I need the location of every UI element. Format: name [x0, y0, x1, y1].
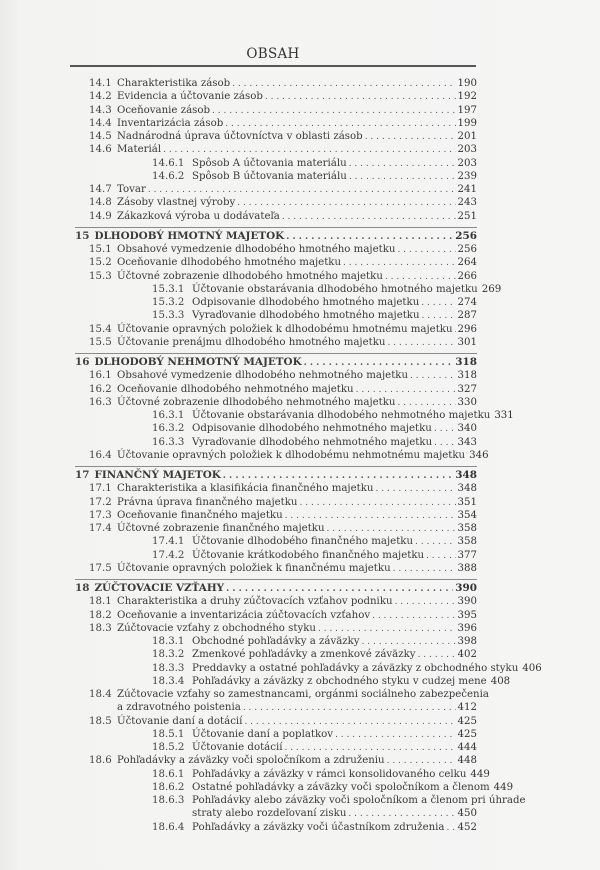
entry-title: Pohľadávky a záväzky v rámci konsolidovaného celku — [192, 768, 467, 780]
dot-leader — [335, 729, 455, 742]
entry-title: Vyraďovanie dlhodobého nehmotného majetku — [192, 436, 433, 448]
toc-entry[interactable] — [75, 449, 489, 462]
toc-chapter-entry[interactable] — [75, 356, 477, 369]
toc-entry[interactable] — [75, 509, 477, 522]
entry-number: 14.6.1 — [152, 157, 185, 169]
toc-entry[interactable] — [75, 688, 489, 701]
dot-leader — [365, 131, 456, 144]
toc-entry[interactable] — [75, 715, 477, 728]
entry-number: 14.4 — [89, 117, 112, 129]
toc-chapter-entry[interactable] — [75, 582, 477, 595]
toc-entry[interactable] — [75, 210, 477, 223]
page-number: 330 — [457, 396, 477, 408]
toc-entry[interactable] — [75, 243, 477, 256]
page-number: 318 — [457, 370, 477, 382]
page-number: 358 — [457, 536, 477, 548]
entry-number: 18.4 — [89, 689, 112, 700]
dot-leader — [393, 563, 456, 576]
entry-number: 17.4.2 — [152, 549, 185, 561]
toc-entry[interactable] — [75, 422, 477, 435]
dot-leader — [237, 197, 455, 210]
page-number: 354 — [457, 509, 477, 521]
toc-entry[interactable] — [75, 535, 477, 548]
table-of-contents — [75, 77, 542, 834]
entry-number: 16.3.2 — [152, 423, 185, 435]
page-number: 348 — [457, 483, 477, 495]
page-number: 449 — [470, 768, 490, 780]
entry-number: 18.1 — [89, 596, 112, 608]
dot-leader — [349, 158, 456, 171]
entry-title: Obsahové vymedzenie dlhodobého hmotného majetku — [117, 244, 396, 255]
entry-number: 18.5.2 — [152, 742, 185, 753]
dot-leader — [282, 211, 456, 224]
dot-leader — [348, 808, 455, 821]
entry-title: Pohľadávky a záväzky z obchodného styku v cudzej mene — [192, 675, 487, 687]
dot-leader — [434, 437, 455, 450]
toc-entry[interactable] — [75, 436, 477, 449]
dot-leader — [232, 78, 455, 91]
entry-title: Účtovanie obstarávania dlhodobého hmotného majetku — [192, 283, 478, 295]
dot-leader — [415, 536, 456, 549]
chapter-divider — [75, 466, 477, 467]
entry-title: Oceňovanie a inventarizácia zúčtovacích vzťahov — [117, 609, 371, 621]
toc-chapter-entry[interactable] — [75, 230, 477, 243]
entry-title: Pohľadávky a záväzky voči účastníkom združenia — [192, 821, 445, 833]
entry-number: 18.6.2 — [152, 781, 185, 793]
dot-leader — [397, 244, 455, 257]
entry-title: Účtovanie dlhodobého finančného majetku — [192, 536, 414, 548]
toc-entry[interactable] — [75, 183, 477, 196]
page-number: 396 — [457, 622, 477, 634]
entry-title: Spôsob B účtovania materiálu — [192, 170, 347, 182]
toc-entry[interactable] — [75, 635, 477, 648]
page-number: 287 — [457, 310, 477, 322]
entry-title: Oceňovanie finančného majetku — [117, 509, 283, 521]
toc-entry[interactable] — [75, 90, 477, 103]
page-number: 264 — [457, 257, 477, 269]
entry-number: 14.9 — [89, 210, 112, 222]
toc-entry[interactable] — [75, 609, 477, 622]
entry-title: Materiál — [117, 144, 162, 156]
page-number: 395 — [457, 609, 477, 621]
chapter-divider — [75, 227, 477, 228]
entry-number: 14.5 — [89, 131, 112, 142]
page-number: 190 — [457, 78, 477, 89]
toc-entry[interactable] — [75, 256, 477, 269]
page-number: 199 — [457, 117, 477, 129]
page-number: 412 — [457, 702, 477, 714]
entry-title: Účtovanie prenájmu dlhodobého hmotného majetku — [117, 336, 386, 348]
toc-entry[interactable] — [75, 323, 477, 336]
toc-entry[interactable] — [75, 728, 477, 741]
toc-entry[interactable] — [75, 562, 477, 575]
dot-leader — [284, 742, 455, 755]
toc-entry-continuation[interactable] — [75, 701, 477, 714]
dot-leader — [362, 636, 456, 649]
toc-entry[interactable] — [75, 196, 477, 209]
entry-title: Účtovanie daní a poplatkov — [192, 728, 334, 740]
toc-entry[interactable] — [75, 482, 477, 495]
page-title: OBSAH — [246, 46, 300, 62]
dot-leader — [244, 716, 455, 729]
entry-title: Účtovné zobrazenie dlhodobého hmotného majetku — [117, 270, 383, 282]
entry-title: Odpisovanie dlhodobého hmotného majetku — [192, 297, 420, 308]
dot-leader — [265, 91, 456, 104]
dot-leader — [385, 271, 456, 284]
page-number: 425 — [457, 715, 477, 727]
dot-leader — [395, 596, 456, 609]
entry-number: 18 — [75, 582, 90, 594]
toc-entry[interactable] — [75, 283, 502, 296]
entry-number: 17.2 — [89, 496, 112, 508]
entry-number: 17.4 — [89, 523, 112, 534]
page-number: 390 — [457, 596, 477, 608]
toc-entry[interactable] — [75, 130, 477, 143]
page-number: 398 — [457, 636, 477, 647]
page-number: 327 — [457, 383, 477, 395]
page-number: 358 — [457, 523, 477, 534]
toc-chapter-entry[interactable] — [75, 469, 477, 482]
entry-title: ZÚČTOVACIE VZŤAHY — [94, 582, 225, 594]
entry-title: Zúčtovacie vzťahy so zamestnancami, orgánmi sociálneho zabezpečenia — [117, 689, 489, 700]
page-number: 197 — [457, 104, 477, 116]
chapter-divider — [75, 353, 477, 354]
toc-entry[interactable] — [75, 675, 511, 688]
toc-entry[interactable] — [75, 622, 477, 635]
entry-title: Zákazková výroba u dodávateľa — [117, 210, 280, 222]
entry-title: DLHODOBÝ HMOTNÝ MAJETOK — [94, 229, 285, 242]
entry-number: 18.5.1 — [152, 728, 185, 740]
entry-title: Pohľadávky alebo záväzky voči spoločníkom a členom pri úhrade — [192, 795, 526, 806]
toc-entry[interactable] — [75, 104, 477, 117]
entry-title: Zúčtovacie vzťahy z obchodného styku — [117, 622, 316, 634]
entry-number: 15.4 — [89, 323, 112, 335]
toc-entry[interactable] — [75, 794, 526, 807]
toc-entry[interactable] — [75, 396, 477, 409]
entry-title: Charakteristika a druhy zúčtovacích vzťahov podniku — [117, 596, 393, 608]
entry-title: Oceňovanie dlhodobého nehmotného majetku — [117, 383, 354, 395]
entry-title: Účtovanie opravných položiek k dlhodobému hmotnému majetku — [117, 323, 453, 335]
entry-number: 15.1 — [89, 244, 112, 255]
entry-number: 18.5 — [89, 715, 112, 727]
dot-leader — [318, 623, 456, 636]
entry-title: Preddavky a ostatné pohľadávky a záväzky z obchodného styku — [192, 662, 519, 674]
entry-title: Účtovanie krátkodobého finančného majetku — [192, 549, 425, 561]
dot-leader — [372, 610, 455, 623]
entry-number: 18.3.3 — [152, 662, 185, 674]
entry-number: 18.3.4 — [152, 675, 185, 687]
dot-leader — [285, 510, 456, 523]
page-number: 452 — [457, 821, 477, 833]
toc-entry[interactable] — [75, 77, 477, 90]
dot-leader — [387, 755, 456, 768]
page-number: 266 — [457, 270, 477, 282]
dot-leader — [434, 423, 456, 436]
toc-entry[interactable] — [75, 143, 477, 156]
entry-title-continuation: straty alebo rozdeľovaní zisku — [192, 808, 347, 820]
entry-title: Oceňovanie dlhodobého hmotného majetku — [117, 257, 342, 269]
page-number: 377 — [457, 549, 477, 561]
page-number: 340 — [457, 423, 477, 435]
entry-number: 17.4.1 — [152, 536, 185, 548]
entry-number: 14.2 — [89, 91, 112, 103]
toc-entry[interactable] — [75, 170, 477, 183]
dot-leader — [225, 118, 455, 131]
dot-leader — [148, 184, 456, 197]
dot-leader — [418, 649, 456, 662]
entry-title-continuation: a zdravotného poistenia — [117, 702, 241, 714]
dot-leader — [327, 523, 456, 536]
entry-number: 15.3.3 — [152, 310, 185, 322]
page-number: 203 — [457, 157, 477, 169]
page-number: 192 — [457, 91, 477, 103]
page-number: 256 — [455, 229, 477, 242]
page-number: 388 — [457, 562, 477, 574]
page-number: 203 — [457, 144, 477, 156]
dot-leader — [455, 324, 456, 337]
entry-number: 15.3.2 — [152, 297, 185, 308]
entry-number: 16.4 — [89, 449, 112, 461]
dot-leader — [343, 257, 456, 270]
page-number: 301 — [457, 336, 477, 348]
header-rule — [70, 65, 476, 67]
dot-leader — [300, 497, 456, 510]
entry-number: 18.6.4 — [152, 821, 185, 833]
entry-title: Nadnárodná úprava účtovníctva v oblasti zásob — [117, 131, 363, 142]
toc-entry[interactable] — [75, 296, 477, 309]
entry-title: Účtovné zobrazenie finančného majetku — [117, 523, 325, 534]
entry-number: 17.3 — [89, 509, 112, 521]
toc-entry-continuation[interactable] — [75, 807, 477, 820]
entry-number: 16.3.3 — [152, 436, 185, 448]
entry-number: 17.5 — [89, 562, 112, 574]
dot-leader — [447, 822, 456, 835]
page-number: 406 — [522, 662, 542, 674]
entry-title: Obchodné pohľadávky a záväzky — [192, 636, 360, 647]
toc-entry[interactable] — [75, 270, 477, 283]
page-number: 408 — [490, 675, 511, 687]
entry-title: Tovar — [117, 184, 146, 195]
entry-number: 16 — [75, 356, 90, 368]
entry-title: Účtovanie daní a dotácií — [117, 715, 243, 727]
entry-number: 15 — [75, 229, 90, 242]
entry-number: 18.6.1 — [152, 768, 185, 780]
page-number: 346 — [469, 449, 489, 461]
toc-entry[interactable] — [75, 768, 490, 781]
toc-entry[interactable] — [75, 781, 514, 794]
toc-entry[interactable] — [75, 157, 477, 170]
dot-leader — [356, 384, 456, 397]
entry-number: 14.3 — [89, 104, 112, 116]
entry-title: Charakteristika a klasifikácia finančného majetku — [117, 483, 374, 495]
entry-title: Účtovanie dotácií — [192, 742, 283, 753]
entry-title: DLHODOBÝ NEHMOTNÝ MAJETOK — [94, 356, 302, 368]
page-number: 256 — [457, 244, 477, 255]
entry-number: 15.2 — [89, 257, 112, 269]
dot-leader — [426, 550, 455, 563]
entry-number: 16.2 — [89, 383, 112, 395]
toc-entry[interactable] — [75, 595, 477, 608]
page-number: 444 — [457, 742, 477, 753]
entry-number: 15.3 — [89, 270, 112, 282]
page-number: 448 — [457, 755, 477, 767]
dot-leader — [243, 702, 456, 715]
dot-leader — [421, 297, 455, 310]
toc-entry[interactable] — [75, 522, 477, 535]
toc-entry[interactable] — [75, 336, 477, 349]
dot-leader — [163, 144, 455, 157]
page-number: 241 — [457, 184, 477, 195]
toc-entry[interactable] — [75, 409, 514, 422]
page-number: 343 — [457, 436, 477, 448]
dot-leader — [422, 310, 456, 323]
entry-number: 14.6.2 — [152, 170, 185, 182]
page-number: 450 — [457, 808, 477, 820]
dot-leader — [286, 231, 453, 244]
toc-entry[interactable] — [75, 754, 477, 767]
page-number: 201 — [457, 131, 477, 142]
entry-title: Právna úprava finančného majetku — [117, 496, 298, 508]
entry-number: 16.1 — [89, 370, 112, 382]
toc-entry[interactable] — [75, 821, 477, 834]
entry-title: Vyraďovanie dlhodobého hmotného majetku — [192, 310, 420, 322]
entry-number: 18.3.2 — [152, 649, 185, 661]
dot-leader — [223, 470, 454, 483]
page-number: 251 — [457, 210, 477, 222]
entry-title: Zásoby vlastnej výroby — [117, 197, 236, 209]
page-number: 239 — [457, 170, 477, 182]
entry-title: Účtovanie opravných položiek k dlhodobému nehmotnému majetku — [117, 449, 466, 461]
entry-number: 14.7 — [89, 184, 112, 195]
dot-leader — [410, 370, 456, 383]
entry-title: Evidencia a účtovanie zásob — [117, 91, 263, 103]
entry-title: Oceňovanie zásob — [117, 104, 211, 116]
entry-number: 18.6 — [89, 755, 112, 767]
entry-title: Pohľadávky a záväzky voči spoločníkom a združeniu — [117, 755, 385, 767]
entry-title: Zmenkové pohľadávky a zmenkové záväzky — [192, 649, 416, 661]
page-number: 318 — [455, 356, 477, 368]
entry-number: 17 — [75, 469, 90, 481]
toc-entry[interactable] — [75, 117, 477, 130]
dot-leader — [387, 337, 455, 350]
page-number: 296 — [457, 323, 477, 335]
toc-entry[interactable] — [75, 496, 477, 509]
entry-number: 14.1 — [89, 78, 112, 89]
entry-number: 18.2 — [89, 609, 112, 621]
toc-entry[interactable] — [75, 309, 477, 322]
entry-number: 18.3 — [89, 622, 112, 634]
entry-number: 16.3 — [89, 396, 112, 408]
entry-number: 17.1 — [89, 483, 112, 495]
toc-entry[interactable] — [75, 549, 477, 562]
toc-entry[interactable] — [75, 383, 477, 396]
entry-number: 15.5 — [89, 336, 112, 348]
page-number: 390 — [455, 582, 477, 594]
entry-number: 15.3.1 — [152, 283, 185, 295]
page-number: 351 — [457, 496, 477, 508]
entry-number: 14.6 — [89, 144, 112, 156]
entry-number: 18.6.3 — [152, 795, 185, 806]
entry-title: Ostatné pohľadávky a záväzky voči spoločníkom a členom — [192, 781, 490, 793]
entry-title: Charakteristika zásob — [117, 78, 231, 89]
page-number: 269 — [481, 283, 502, 295]
dot-leader — [397, 397, 455, 410]
entry-title: Účtovanie obstarávania dlhodobého nehmotného majetku — [192, 410, 491, 421]
dot-leader — [212, 105, 456, 118]
toc-entry[interactable] — [75, 662, 542, 675]
entry-title: FINANČNÝ MAJETOK — [94, 469, 221, 481]
toc-entry[interactable] — [75, 369, 477, 382]
page-number: 331 — [494, 410, 514, 421]
toc-entry[interactable] — [75, 741, 477, 754]
chapter-divider — [75, 579, 477, 580]
entry-title: Účtovné zobrazenie dlhodobého nehmotného majetku — [117, 396, 396, 408]
dot-leader — [349, 171, 456, 184]
entry-number: 16.3.1 — [152, 410, 185, 421]
dot-leader — [304, 357, 454, 370]
entry-number: 18.3.1 — [152, 636, 185, 647]
entry-title: Inventarizácia zásob — [117, 117, 224, 129]
entry-title: Obsahové vymedzenie dlhodobého nehmotného majetku — [117, 370, 409, 382]
dot-leader — [226, 583, 453, 596]
page-number: 402 — [457, 649, 477, 661]
page-number: 274 — [457, 297, 477, 308]
page-number: 348 — [455, 469, 477, 481]
entry-title: Odpisovanie dlhodobého nehmotného majetku — [192, 423, 432, 435]
page-number: 243 — [457, 197, 477, 209]
page-number: 449 — [493, 781, 514, 793]
dot-leader — [375, 483, 455, 496]
entry-number: 14.8 — [89, 197, 112, 209]
entry-title: Účtovanie opravných položiek k finančnému majetku — [117, 562, 391, 574]
page-number: 425 — [457, 728, 477, 740]
toc-entry[interactable] — [75, 648, 477, 661]
entry-title: Spôsob A účtovania materiálu — [192, 157, 347, 169]
